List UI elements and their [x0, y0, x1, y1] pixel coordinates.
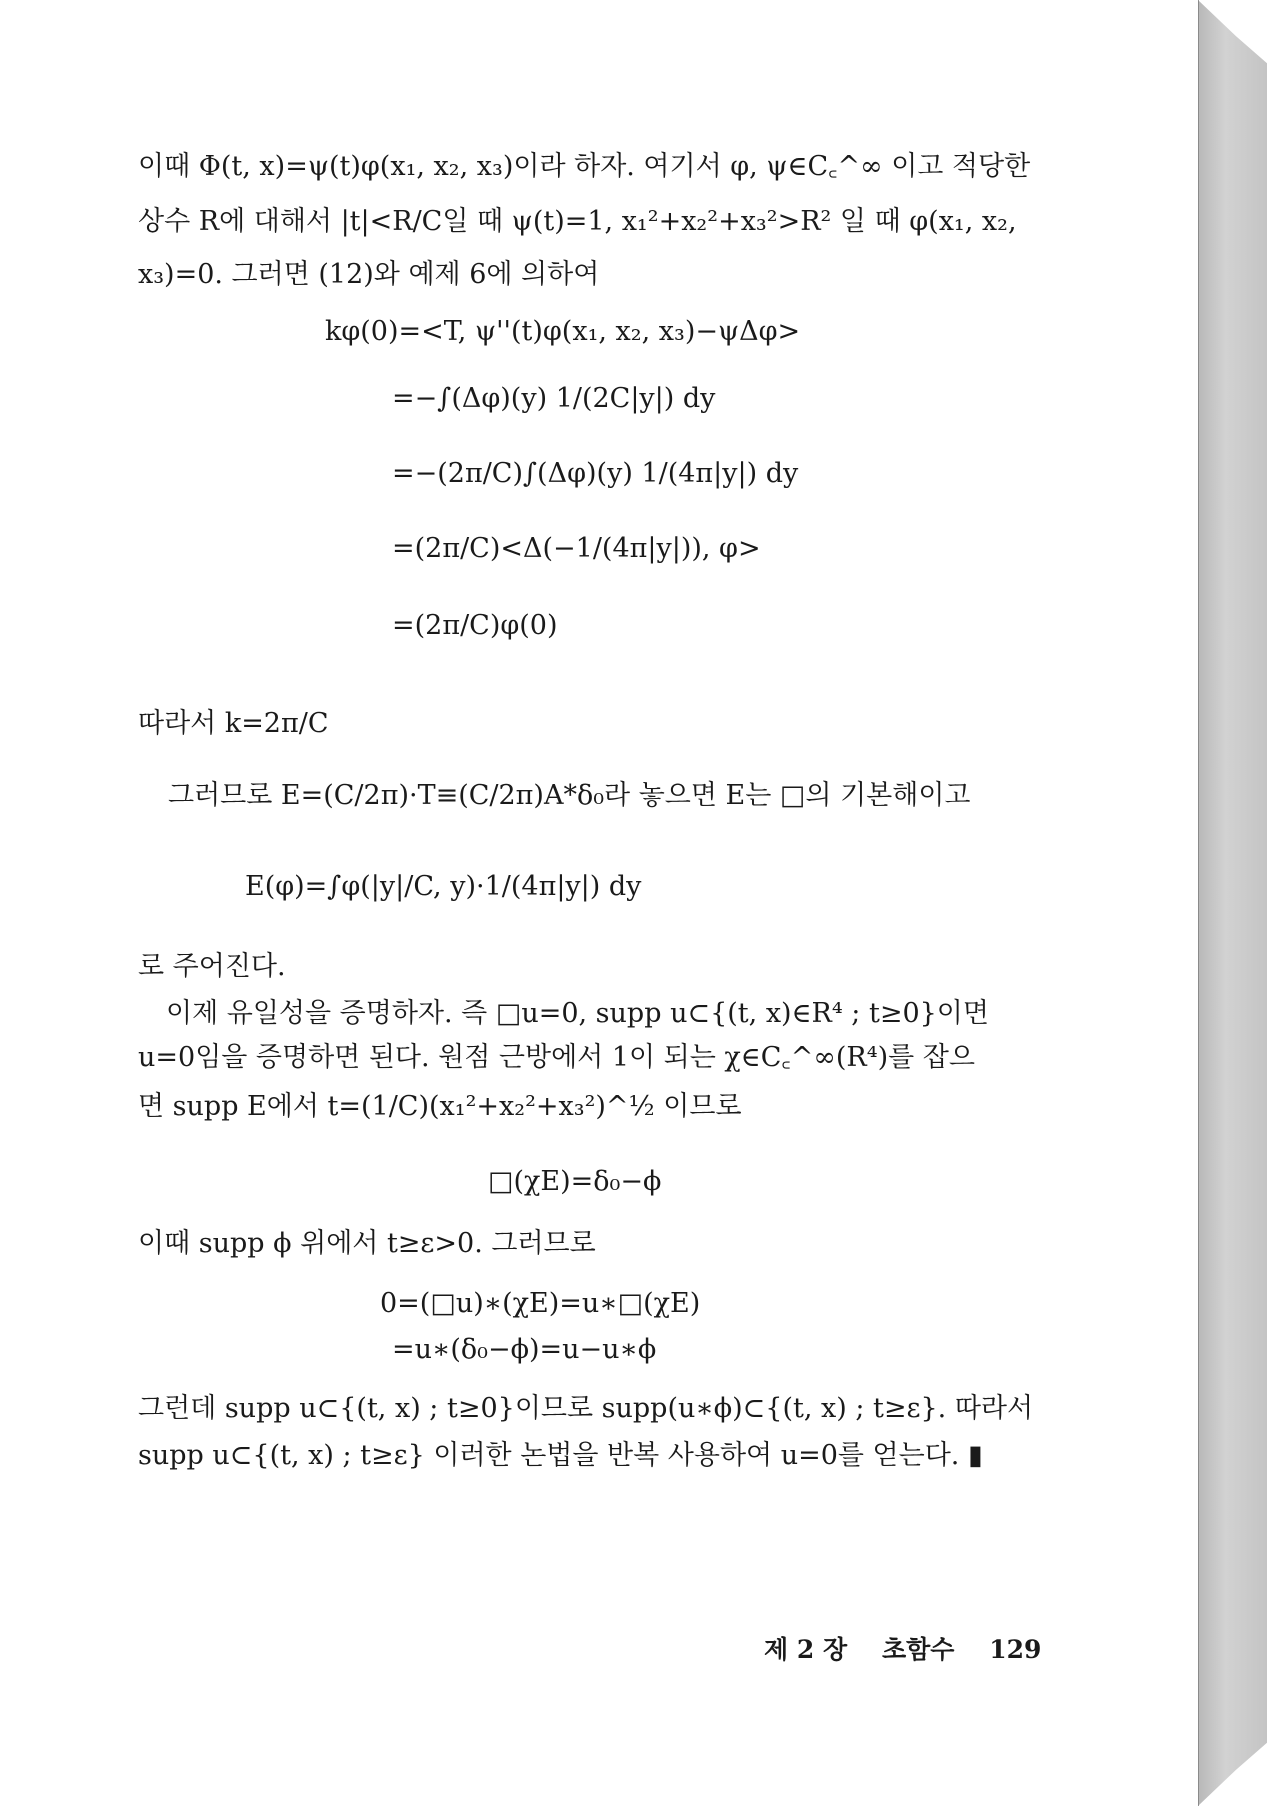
text-line-4: 따라서 k=2π/C [138, 708, 329, 739]
footer-page-number: 129 [989, 1635, 1042, 1664]
equation-line-5: =(2π/C)φ(0) [392, 610, 558, 641]
text-line-11: 그런데 supp u⊂{(t, x) ; t≥0}이므로 supp(u∗ϕ)⊂{(t, x) ; t≥ε}. 따라서 [138, 1393, 1034, 1424]
text-line-1: 이때 Φ(t, x)=ψ(t)φ(x₁, x₂, x₃)이라 하자. 여기서 φ, ψ∈C꜀^∞ 이고 적당한 [138, 151, 1031, 182]
footer-chapter-title: 초함수 [881, 1635, 955, 1664]
text-line-2: 상수 R에 대해서 |t|<R/C일 때 ψ(t)=1, x₁²+x₂²+x₃²>R² 일 때 φ(x₁, x₂, [138, 206, 1017, 237]
equation-line-8: 0=(□u)∗(χE)=u∗□(χE) [380, 1288, 701, 1319]
equation-line-6: E(φ)=∫φ(|y|/C, y)·1/(4π|y|) dy [245, 871, 642, 902]
equation-line-2: =−∫(Δφ)(y) 1/(2C|y|) dy [392, 383, 716, 414]
text-line-8: u=0임을 증명하면 된다. 원점 근방에서 1이 되는 χ∈C꜀^∞(R⁴)를 잡으 [138, 1042, 975, 1073]
text-line-10: 이때 supp ϕ 위에서 t≥ε>0. 그러므로 [138, 1228, 596, 1259]
footer-chapter: 제 2 장 [764, 1635, 848, 1664]
text-line-5: 그러므로 E=(C/2π)·T≡(C/2π)A*δ₀라 놓으면 E는 □의 기본해이고 [168, 780, 971, 811]
text-line-6: 로 주어진다. [138, 951, 286, 982]
text-line-12: supp u⊂{(t, x) ; t≥ε} 이러한 논법을 반복 사용하여 u=0를 얻는다. ▮ [138, 1440, 983, 1471]
equation-line-1: kφ(0)=<T, ψ''(t)φ(x₁, x₂, x₃)−ψΔφ> [325, 316, 801, 347]
equation-line-7: □(χE)=δ₀−ϕ [488, 1166, 662, 1197]
equation-line-3: =−(2π/C)∫(Δφ)(y) 1/(4π|y|) dy [392, 458, 799, 489]
equation-line-9: =u∗(δ₀−ϕ)=u−u∗ϕ [392, 1334, 657, 1365]
text-line-3: x₃)=0. 그러면 (12)와 예제 6에 의하여 [138, 259, 600, 290]
text-line-9: 면 supp E에서 t=(1/C)(x₁²+x₂²+x₃²)^½ 이므로 [138, 1091, 742, 1122]
text-line-7: 이제 유일성을 증명하자. 즉 □u=0, supp u⊂{(t, x)∈R⁴ ; t≥0}이면 [166, 998, 989, 1029]
equation-line-4: =(2π/C)<Δ(−1/(4π|y|)), φ> [392, 533, 761, 564]
page-footer [764, 1630, 1041, 1666]
page-stack-outline [1198, 0, 1267, 1806]
